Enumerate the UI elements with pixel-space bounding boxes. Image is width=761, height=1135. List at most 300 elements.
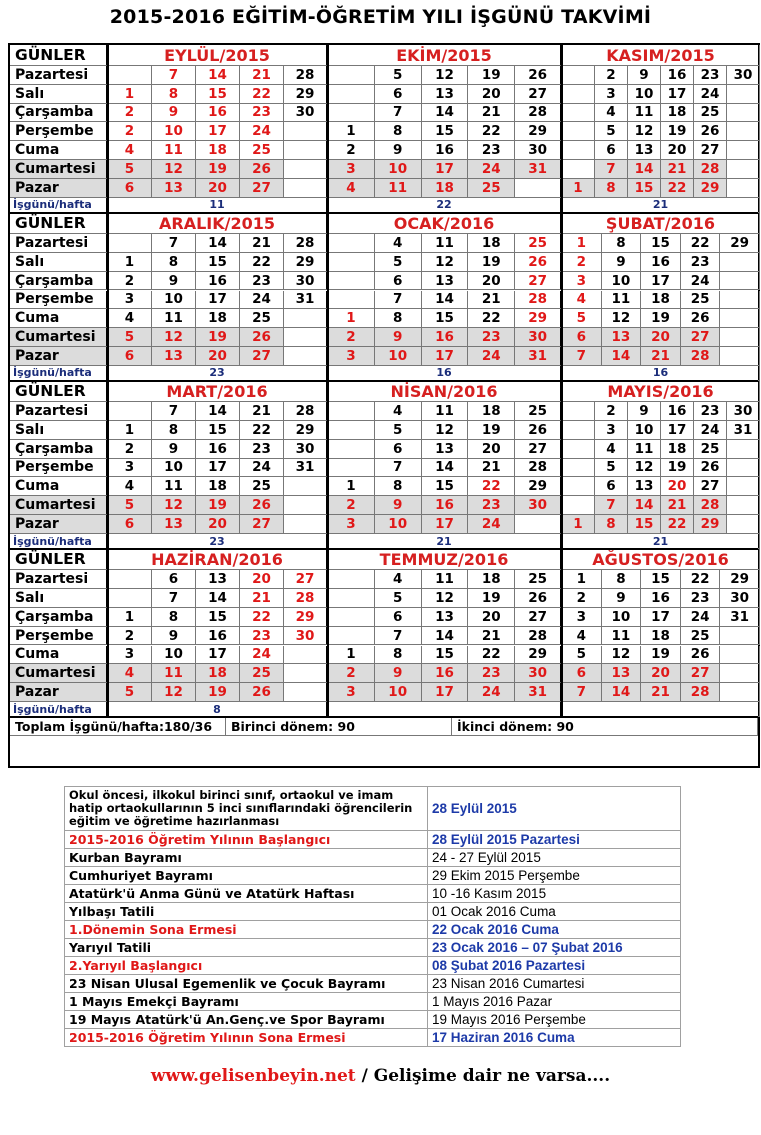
day-cell: 8 xyxy=(152,421,196,440)
day-cell: 13 xyxy=(602,328,642,347)
day-cell: 21 xyxy=(468,104,515,123)
day-cell: 17 xyxy=(422,160,469,179)
day-cell: 2 xyxy=(108,272,152,291)
day-cell: 31 xyxy=(720,608,760,627)
day-cell: 10 xyxy=(602,608,642,627)
workday-calendar xyxy=(8,43,760,768)
day-cell: 4 xyxy=(108,141,152,160)
day-cell: 26 xyxy=(240,328,284,347)
day-cell: 8 xyxy=(375,477,422,496)
day-cell: 25 xyxy=(515,570,562,589)
day-cell: 14 xyxy=(196,66,240,85)
day-cell xyxy=(562,104,595,123)
day-cell: 23 xyxy=(468,664,515,683)
day-cell xyxy=(108,66,152,85)
day-cell: 18 xyxy=(196,664,240,683)
day-cell: 20 xyxy=(468,440,515,459)
event-date: 22 Ocak 2016 Cuma xyxy=(428,921,681,939)
day-cell: 11 xyxy=(152,477,196,496)
day-cell: 21 xyxy=(641,683,681,702)
day-cell: 29 xyxy=(694,515,727,534)
day-cell: 31 xyxy=(284,459,328,478)
day-cell xyxy=(720,683,760,702)
day-cell: 11 xyxy=(422,402,469,421)
day-cell: 29 xyxy=(515,122,562,141)
day-cell: 20 xyxy=(196,347,240,366)
weekly-count: 16 xyxy=(328,366,562,382)
weekly-count xyxy=(328,702,562,718)
day-cell: 30 xyxy=(284,627,328,646)
day-cell: 2 xyxy=(328,328,375,347)
event-label: Cumhuriyet Bayramı xyxy=(65,867,428,885)
day-cell: 30 xyxy=(284,272,328,291)
event-row xyxy=(65,957,681,975)
day-cell: 29 xyxy=(515,309,562,328)
day-cell: 13 xyxy=(628,141,661,160)
day-cell xyxy=(328,234,375,253)
event-label: 2015-2016 Öğretim Yılının Başlangıcı xyxy=(65,831,428,849)
day-cell: 29 xyxy=(720,570,760,589)
day-cell xyxy=(328,104,375,123)
days-header: GÜNLER xyxy=(10,381,108,402)
day-label: Salı xyxy=(10,421,108,440)
event-date: 10 -16 Kasım 2015 xyxy=(428,885,681,903)
day-cell: 23 xyxy=(240,440,284,459)
day-cell xyxy=(720,291,760,310)
day-cell: 11 xyxy=(602,627,642,646)
weekly-count: 8 xyxy=(108,702,328,718)
day-cell: 3 xyxy=(595,85,628,104)
day-cell: 22 xyxy=(468,646,515,665)
day-cell: 10 xyxy=(375,515,422,534)
day-cell: 24 xyxy=(240,122,284,141)
day-cell: 3 xyxy=(562,608,602,627)
day-cell: 9 xyxy=(602,253,642,272)
day-cell: 22 xyxy=(240,608,284,627)
day-cell: 12 xyxy=(422,66,469,85)
day-cell: 8 xyxy=(152,85,196,104)
day-cell: 3 xyxy=(328,160,375,179)
day-cell: 21 xyxy=(468,459,515,478)
day-cell xyxy=(562,141,595,160)
footer xyxy=(0,1066,761,1086)
month-header: EKİM/2015 xyxy=(328,45,562,66)
day-cell: 23 xyxy=(468,496,515,515)
day-cell: 24 xyxy=(694,421,727,440)
day-cell: 19 xyxy=(661,122,694,141)
day-cell: 6 xyxy=(595,141,628,160)
day-cell: 26 xyxy=(240,160,284,179)
day-cell: 21 xyxy=(240,66,284,85)
day-cell: 24 xyxy=(468,347,515,366)
day-cell: 19 xyxy=(661,459,694,478)
day-cell: 27 xyxy=(694,141,727,160)
day-label: Çarşamba xyxy=(10,440,108,459)
day-label: Cuma xyxy=(10,141,108,160)
day-cell: 25 xyxy=(240,477,284,496)
day-cell: 2 xyxy=(595,66,628,85)
event-date: 17 Haziran 2016 Cuma xyxy=(428,1029,681,1047)
day-label: Cumartesi xyxy=(10,160,108,179)
second-term: İkinci dönem: 90 xyxy=(452,717,758,736)
day-cell: 8 xyxy=(602,234,642,253)
day-cell: 15 xyxy=(641,570,681,589)
day-cell: 7 xyxy=(595,160,628,179)
event-label: Yarıyıl Tatili xyxy=(65,939,428,957)
day-cell: 22 xyxy=(661,179,694,198)
event-row xyxy=(65,1029,681,1047)
day-cell: 23 xyxy=(681,253,721,272)
day-cell xyxy=(284,309,328,328)
day-label: Pazar xyxy=(10,515,108,534)
day-cell: 13 xyxy=(628,477,661,496)
day-cell: 10 xyxy=(152,291,196,310)
day-cell: 21 xyxy=(240,589,284,608)
day-cell: 16 xyxy=(641,589,681,608)
day-cell: 26 xyxy=(240,496,284,515)
event-label: Kurban Bayramı xyxy=(65,849,428,867)
day-cell: 12 xyxy=(422,589,469,608)
day-cell: 16 xyxy=(422,141,469,160)
day-cell: 19 xyxy=(468,253,515,272)
day-cell: 13 xyxy=(422,608,469,627)
day-cell: 15 xyxy=(422,477,469,496)
day-label: Perşembe xyxy=(10,627,108,646)
day-cell: 10 xyxy=(152,459,196,478)
day-cell: 27 xyxy=(681,664,721,683)
day-label: Pazartesi xyxy=(10,402,108,421)
day-cell: 23 xyxy=(468,141,515,160)
day-cell: 6 xyxy=(375,272,422,291)
day-cell: 26 xyxy=(515,589,562,608)
day-cell: 27 xyxy=(240,515,284,534)
day-cell: 28 xyxy=(284,402,328,421)
day-cell: 6 xyxy=(375,85,422,104)
day-cell: 3 xyxy=(108,646,152,665)
event-row xyxy=(65,849,681,867)
day-cell xyxy=(727,85,760,104)
day-cell: 8 xyxy=(375,646,422,665)
day-cell: 12 xyxy=(422,421,469,440)
day-cell xyxy=(727,515,760,534)
day-cell: 24 xyxy=(240,459,284,478)
day-cell: 16 xyxy=(661,66,694,85)
month-header: HAZİRAN/2016 xyxy=(108,549,328,570)
day-cell: 4 xyxy=(375,234,422,253)
day-cell: 18 xyxy=(661,440,694,459)
day-cell: 4 xyxy=(595,104,628,123)
day-cell: 9 xyxy=(602,589,642,608)
day-cell xyxy=(515,179,562,198)
day-cell: 1 xyxy=(562,570,602,589)
day-cell: 7 xyxy=(152,66,196,85)
day-cell: 6 xyxy=(152,570,196,589)
day-cell xyxy=(328,291,375,310)
day-cell: 28 xyxy=(694,496,727,515)
days-header: GÜNLER xyxy=(10,45,108,66)
day-cell: 21 xyxy=(468,627,515,646)
day-cell: 3 xyxy=(108,459,152,478)
day-cell xyxy=(284,122,328,141)
day-cell: 2 xyxy=(562,589,602,608)
day-label: Pazartesi xyxy=(10,570,108,589)
day-cell xyxy=(328,66,375,85)
day-cell: 23 xyxy=(681,589,721,608)
day-cell: 14 xyxy=(196,589,240,608)
day-cell: 21 xyxy=(641,347,681,366)
day-cell: 30 xyxy=(515,664,562,683)
day-cell: 8 xyxy=(595,515,628,534)
day-cell: 10 xyxy=(628,85,661,104)
day-cell: 6 xyxy=(108,515,152,534)
day-cell: 16 xyxy=(196,440,240,459)
day-cell: 14 xyxy=(196,234,240,253)
day-cell: 24 xyxy=(681,608,721,627)
day-cell: 9 xyxy=(375,496,422,515)
event-row xyxy=(65,1011,681,1029)
day-cell: 4 xyxy=(562,291,602,310)
day-cell xyxy=(328,421,375,440)
day-cell: 14 xyxy=(628,160,661,179)
day-cell xyxy=(562,477,595,496)
day-cell: 25 xyxy=(694,440,727,459)
day-cell: 11 xyxy=(152,309,196,328)
day-cell: 28 xyxy=(515,291,562,310)
day-cell xyxy=(720,347,760,366)
event-label: 1.Dönemin Sona Ermesi xyxy=(65,921,428,939)
day-cell: 30 xyxy=(515,141,562,160)
day-cell xyxy=(328,253,375,272)
day-cell: 17 xyxy=(196,291,240,310)
day-cell: 15 xyxy=(628,179,661,198)
day-cell: 1 xyxy=(328,122,375,141)
day-cell: 29 xyxy=(284,253,328,272)
day-cell: 22 xyxy=(681,234,721,253)
day-cell: 1 xyxy=(562,515,595,534)
day-cell: 15 xyxy=(422,122,469,141)
day-cell: 7 xyxy=(152,234,196,253)
day-cell: 7 xyxy=(375,627,422,646)
day-cell: 3 xyxy=(328,515,375,534)
day-cell: 18 xyxy=(661,104,694,123)
first-term: Birinci dönem: 90 xyxy=(226,717,452,736)
day-cell: 12 xyxy=(602,309,642,328)
total-workdays: Toplam İşgünü/hafta:180/36 xyxy=(10,717,226,736)
important-dates-table xyxy=(64,786,681,1047)
day-cell: 31 xyxy=(515,160,562,179)
day-cell: 6 xyxy=(108,347,152,366)
event-label: 1 Mayıs Emekçi Bayramı xyxy=(65,993,428,1011)
day-cell: 17 xyxy=(661,421,694,440)
day-cell: 23 xyxy=(240,272,284,291)
day-cell: 10 xyxy=(602,272,642,291)
day-cell xyxy=(727,104,760,123)
day-cell: 15 xyxy=(196,421,240,440)
weekly-label: İşgünü/hafta xyxy=(10,534,108,550)
day-label: Çarşamba xyxy=(10,104,108,123)
day-cell xyxy=(562,122,595,141)
day-cell: 17 xyxy=(641,272,681,291)
event-date: 23 Nisan 2016 Cumartesi xyxy=(428,975,681,993)
day-cell: 19 xyxy=(468,66,515,85)
event-label: 19 Mayıs Atatürk'ü An.Genç.ve Spor Bayramı xyxy=(65,1011,428,1029)
day-cell xyxy=(328,589,375,608)
day-cell: 26 xyxy=(681,309,721,328)
day-cell: 25 xyxy=(240,309,284,328)
day-cell: 1 xyxy=(108,85,152,104)
day-cell xyxy=(562,421,595,440)
footer-url[interactable]: www.gelisenbeyin.net xyxy=(150,1066,356,1086)
month-header: ŞUBAT/2016 xyxy=(562,213,760,234)
day-cell: 18 xyxy=(422,179,469,198)
day-cell xyxy=(328,627,375,646)
day-cell: 3 xyxy=(562,272,602,291)
day-cell: 3 xyxy=(595,421,628,440)
day-cell: 25 xyxy=(468,179,515,198)
day-cell: 31 xyxy=(515,683,562,702)
day-cell: 13 xyxy=(422,272,469,291)
day-cell: 21 xyxy=(240,234,284,253)
day-cell: 27 xyxy=(694,477,727,496)
day-cell: 18 xyxy=(641,627,681,646)
day-label: Cuma xyxy=(10,646,108,665)
day-cell: 4 xyxy=(375,402,422,421)
weekly-count: 22 xyxy=(328,198,562,214)
event-date: 08 Şubat 2016 Pazartesi xyxy=(428,957,681,975)
day-cell xyxy=(720,664,760,683)
event-row xyxy=(65,975,681,993)
day-cell: 24 xyxy=(681,272,721,291)
day-cell: 4 xyxy=(328,179,375,198)
day-cell: 20 xyxy=(240,570,284,589)
day-cell: 12 xyxy=(152,496,196,515)
day-cell xyxy=(727,179,760,198)
day-cell: 28 xyxy=(515,459,562,478)
event-row xyxy=(65,921,681,939)
month-header: OCAK/2016 xyxy=(328,213,562,234)
day-cell: 17 xyxy=(196,646,240,665)
event-row xyxy=(65,993,681,1011)
day-cell: 4 xyxy=(562,627,602,646)
day-cell: 17 xyxy=(422,347,469,366)
day-cell: 30 xyxy=(515,496,562,515)
day-cell: 22 xyxy=(240,85,284,104)
day-cell: 26 xyxy=(515,66,562,85)
event-row xyxy=(65,831,681,849)
day-cell xyxy=(108,234,152,253)
day-cell: 28 xyxy=(681,347,721,366)
day-cell: 25 xyxy=(694,104,727,123)
day-cell: 23 xyxy=(240,104,284,123)
event-label: 23 Nisan Ulusal Egemenlik ve Çocuk Bayramı xyxy=(65,975,428,993)
day-cell: 20 xyxy=(196,515,240,534)
day-cell: 25 xyxy=(515,234,562,253)
day-cell: 2 xyxy=(108,122,152,141)
day-cell: 28 xyxy=(515,627,562,646)
day-cell: 20 xyxy=(468,272,515,291)
footer-slogan: / Gelişime dair ne varsa.... xyxy=(355,1066,611,1086)
day-cell: 7 xyxy=(595,496,628,515)
day-cell: 12 xyxy=(628,122,661,141)
day-cell: 18 xyxy=(641,291,681,310)
day-cell: 14 xyxy=(196,402,240,421)
day-cell: 22 xyxy=(681,570,721,589)
day-cell: 27 xyxy=(515,85,562,104)
day-cell: 29 xyxy=(284,85,328,104)
day-cell: 13 xyxy=(152,347,196,366)
day-cell: 26 xyxy=(240,683,284,702)
event-label: Okul öncesi, ilkokul birinci sınıf, ortaokul ve imam hatip ortaokullarının 5 inci sınıflarındaki öğrencilerin eğitim ve öğretime hazırlanması xyxy=(65,787,428,831)
day-cell: 9 xyxy=(152,104,196,123)
day-cell: 16 xyxy=(422,328,469,347)
day-cell: 10 xyxy=(375,347,422,366)
day-cell: 25 xyxy=(240,141,284,160)
day-cell: 31 xyxy=(515,347,562,366)
day-cell: 20 xyxy=(196,179,240,198)
event-row xyxy=(65,885,681,903)
day-cell: 5 xyxy=(375,253,422,272)
day-cell: 11 xyxy=(375,179,422,198)
day-cell: 26 xyxy=(515,253,562,272)
day-cell: 5 xyxy=(595,122,628,141)
day-cell: 9 xyxy=(375,664,422,683)
day-cell: 14 xyxy=(602,683,642,702)
day-cell xyxy=(328,608,375,627)
day-cell: 8 xyxy=(152,608,196,627)
day-cell: 15 xyxy=(196,85,240,104)
day-cell: 16 xyxy=(196,104,240,123)
month-header: EYLÜL/2015 xyxy=(108,45,328,66)
day-cell: 22 xyxy=(240,253,284,272)
weekly-count: 23 xyxy=(108,534,328,550)
day-cell: 16 xyxy=(641,253,681,272)
day-cell: 2 xyxy=(108,440,152,459)
day-cell: 16 xyxy=(422,496,469,515)
event-date: 1 Mayıs 2016 Pazar xyxy=(428,993,681,1011)
day-cell: 14 xyxy=(422,104,469,123)
day-cell: 19 xyxy=(196,683,240,702)
day-label: Cumartesi xyxy=(10,664,108,683)
day-label: Pazar xyxy=(10,683,108,702)
day-cell xyxy=(284,496,328,515)
event-date: 28 Eylül 2015 xyxy=(428,787,681,831)
day-cell: 15 xyxy=(422,309,469,328)
day-cell: 28 xyxy=(284,589,328,608)
month-header: MART/2016 xyxy=(108,381,328,402)
day-cell: 22 xyxy=(468,477,515,496)
day-cell: 4 xyxy=(595,440,628,459)
day-cell: 9 xyxy=(375,141,422,160)
day-cell: 17 xyxy=(422,683,469,702)
day-cell: 23 xyxy=(694,402,727,421)
day-cell: 12 xyxy=(422,253,469,272)
day-cell xyxy=(562,459,595,478)
day-cell: 26 xyxy=(681,646,721,665)
day-cell xyxy=(562,496,595,515)
day-label: Pazartesi xyxy=(10,234,108,253)
day-cell: 3 xyxy=(108,291,152,310)
day-cell xyxy=(562,85,595,104)
day-cell: 19 xyxy=(196,328,240,347)
day-cell: 29 xyxy=(720,234,760,253)
day-cell: 19 xyxy=(468,589,515,608)
day-cell: 24 xyxy=(694,85,727,104)
day-cell: 9 xyxy=(628,66,661,85)
day-cell: 7 xyxy=(152,589,196,608)
day-cell: 1 xyxy=(328,477,375,496)
day-cell: 30 xyxy=(284,104,328,123)
day-cell: 14 xyxy=(422,627,469,646)
